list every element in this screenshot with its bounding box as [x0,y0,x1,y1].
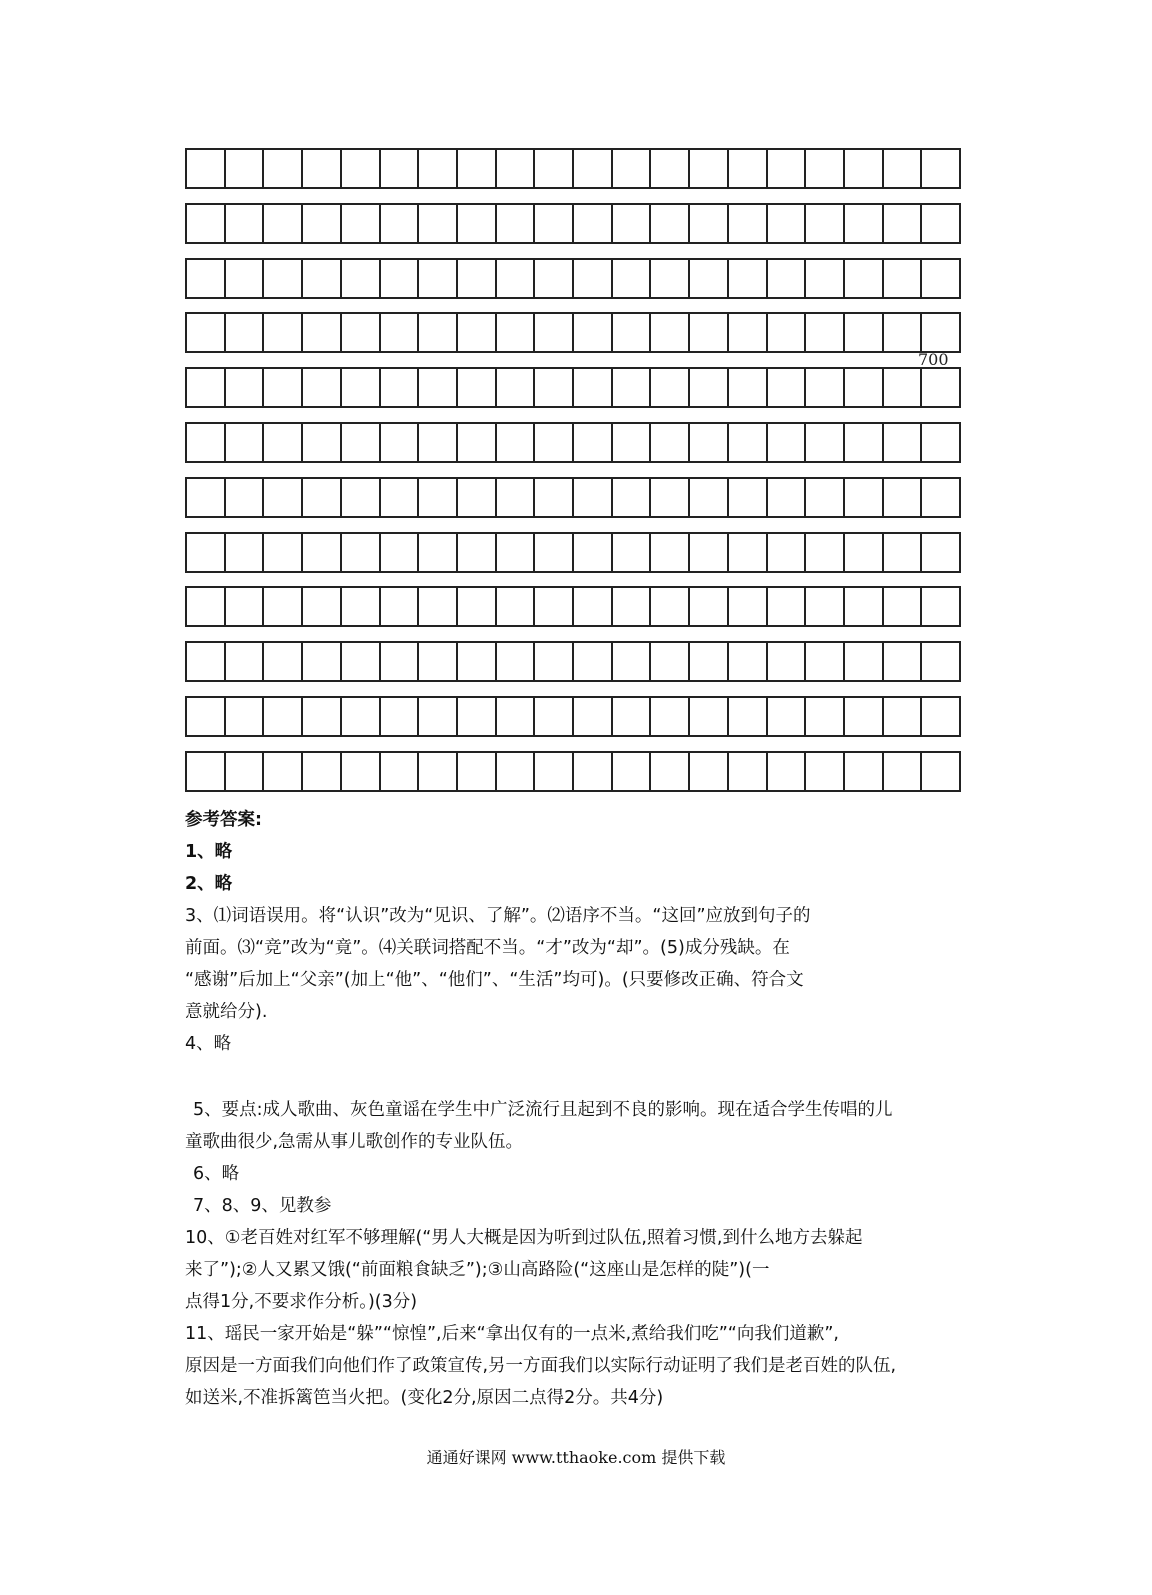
answer-11-line: 如送米,不准拆篱笆当火把。(变化2分,原因二点得2分。共4分) [185,1388,664,1408]
grid-cell [922,479,959,516]
grid-cell [574,205,613,242]
grid-cell [845,314,884,351]
word-count-mark: 700 [918,350,949,369]
grid-cell [574,643,613,680]
grid-cell [729,479,768,516]
grid-cell [535,260,574,297]
grid-cell [458,369,497,406]
grid-cell [303,260,342,297]
answer-1: 1、略 [185,842,233,862]
grid-cell [613,588,652,625]
grid-cell [922,150,959,187]
grid-cell [574,150,613,187]
grid-row [185,696,961,737]
answer-10-line: 点得1分,不要求作分析。)(3分) [185,1292,418,1312]
grid-cell [458,534,497,571]
grid-cell [806,479,845,516]
grid-cell [497,753,536,790]
grid-cell [303,698,342,735]
grid-cell [264,588,303,625]
grid-cell [729,314,768,351]
grid-cell [845,588,884,625]
grid-cell [419,479,458,516]
grid-cell [458,314,497,351]
grid-cell [690,150,729,187]
grid-cell [497,643,536,680]
grid-cell [845,205,884,242]
grid-cell [303,479,342,516]
grid-cell [535,698,574,735]
grid-cell [342,534,381,571]
answer-3-line: 3、⑴词语误用。将“认识”改为“见识、了解”。⑵语序不当。“这回”应放到句子的 [185,906,811,926]
grid-cell [690,424,729,461]
grid-cell [768,753,807,790]
grid-cell [729,588,768,625]
grid-cell [187,588,226,625]
answer-7-8-9: 7、8、9、见教参 [193,1196,332,1216]
grid-cell [419,150,458,187]
grid-cell [884,753,923,790]
grid-cell [264,205,303,242]
answer-10-line: 10、①老百姓对红军不够理解(“男人大概是因为听到过队伍,照着习惯,到什么地方去躲起 [185,1228,863,1248]
grid-cell [381,698,420,735]
grid-cell [497,698,536,735]
grid-cell [187,369,226,406]
grid-cell [226,260,265,297]
grid-cell [613,314,652,351]
grid-cell [187,479,226,516]
grid-cell [187,424,226,461]
grid-cell [806,314,845,351]
grid-row [185,532,961,573]
grid-cell [768,643,807,680]
grid-cell [651,534,690,571]
grid-cell [845,753,884,790]
grid-cell [768,534,807,571]
grid-row [185,148,961,189]
grid-cell [419,588,458,625]
grid-cell [806,643,845,680]
grid-cell [303,369,342,406]
grid-cell [535,479,574,516]
grid-row [185,641,961,682]
grid-cell [768,205,807,242]
grid-cell [729,424,768,461]
grid-cell [922,260,959,297]
grid-cell [690,643,729,680]
grid-cell [768,260,807,297]
grid-cell [303,314,342,351]
grid-cell [922,643,959,680]
grid-cell [381,314,420,351]
grid-cell [845,424,884,461]
grid-cell [419,205,458,242]
grid-cell [458,753,497,790]
grid-cell [613,753,652,790]
grid-cell [303,534,342,571]
grid-cell [884,150,923,187]
grid-cell [458,260,497,297]
grid-cell [381,205,420,242]
grid-cell [226,534,265,571]
grid-cell [458,643,497,680]
answer-11-line: 11、瑶民一家开始是“躲”“惊惶”,后来“拿出仅有的一点米,煮给我们吃”“向我们道歉”, [185,1324,839,1344]
grid-cell [613,424,652,461]
grid-cell [342,150,381,187]
grid-row [185,258,961,299]
grid-cell [535,643,574,680]
grid-cell [187,753,226,790]
grid-row [185,477,961,518]
grid-cell [884,698,923,735]
grid-cell [613,150,652,187]
grid-cell [535,369,574,406]
grid-cell [690,369,729,406]
grid-cell [535,534,574,571]
grid-cell [729,369,768,406]
grid-cell [342,643,381,680]
grid-cell [884,205,923,242]
grid-cell [264,643,303,680]
grid-cell [419,314,458,351]
grid-cell [768,588,807,625]
grid-cell [303,205,342,242]
grid-row [185,367,961,408]
grid-cell [922,369,959,406]
grid-cell [651,479,690,516]
grid-cell [381,424,420,461]
grid-cell [768,424,807,461]
grid-cell [535,588,574,625]
grid-cell [497,424,536,461]
grid-cell [381,534,420,571]
grid-cell [381,369,420,406]
grid-cell [381,753,420,790]
grid-cell [497,369,536,406]
grid-cell [768,314,807,351]
grid-cell [381,150,420,187]
grid-cell [342,588,381,625]
grid-cell [497,534,536,571]
grid-cell [884,260,923,297]
grid-cell [806,205,845,242]
grid-cell [497,479,536,516]
grid-cell [768,479,807,516]
grid-cell [419,260,458,297]
grid-cell [226,314,265,351]
composition-grid [185,148,961,806]
grid-cell [651,150,690,187]
grid-cell [884,534,923,571]
grid-cell [690,588,729,625]
grid-cell [264,260,303,297]
answer-11-line: 原因是一方面我们向他们作了政策宣传,另一方面我们以实际行动证明了我们是老百姓的队伍, [185,1356,897,1376]
grid-cell [226,205,265,242]
grid-cell [381,643,420,680]
grid-cell [342,698,381,735]
grid-cell [303,588,342,625]
answer-2: 2、略 [185,874,233,894]
grid-cell [264,698,303,735]
grid-cell [613,698,652,735]
grid-cell [381,479,420,516]
grid-cell [613,643,652,680]
grid-row [185,312,961,353]
grid-cell [690,314,729,351]
grid-cell [729,205,768,242]
grid-cell [535,424,574,461]
grid-cell [922,698,959,735]
grid-cell [884,479,923,516]
grid-cell [690,260,729,297]
grid-cell [574,698,613,735]
grid-cell [497,588,536,625]
grid-cell [303,643,342,680]
answer-3-line: 意就给分). [185,1002,268,1022]
grid-cell [729,753,768,790]
grid-cell [729,534,768,571]
grid-row [185,751,961,792]
grid-cell [806,753,845,790]
grid-cell [458,150,497,187]
grid-cell [768,698,807,735]
grid-cell [922,534,959,571]
grid-cell [264,479,303,516]
grid-cell [574,369,613,406]
answer-6: 6、略 [193,1164,240,1184]
grid-cell [342,753,381,790]
grid-cell [342,479,381,516]
grid-cell [342,205,381,242]
grid-cell [226,588,265,625]
grid-cell [651,314,690,351]
answer-heading: 参考答案: [185,810,262,830]
grid-cell [226,753,265,790]
grid-cell [497,260,536,297]
grid-cell [651,643,690,680]
grid-cell [226,698,265,735]
grid-cell [845,369,884,406]
grid-cell [729,260,768,297]
grid-cell [497,314,536,351]
grid-cell [845,698,884,735]
grid-cell [574,753,613,790]
grid-cell [651,588,690,625]
grid-cell [729,150,768,187]
grid-cell [845,260,884,297]
grid-cell [806,424,845,461]
grid-cell [806,369,845,406]
grid-cell [342,369,381,406]
grid-cell [690,479,729,516]
grid-cell [303,424,342,461]
grid-cell [226,369,265,406]
grid-cell [884,643,923,680]
grid-cell [806,588,845,625]
grid-cell [419,369,458,406]
grid-row [185,586,961,627]
grid-cell [226,479,265,516]
grid-cell [458,424,497,461]
grid-cell [574,260,613,297]
grid-cell [690,534,729,571]
grid-cell [806,150,845,187]
grid-cell [226,643,265,680]
grid-cell [381,260,420,297]
grid-cell [574,588,613,625]
grid-row [185,422,961,463]
grid-cell [535,753,574,790]
grid-cell [651,369,690,406]
grid-cell [574,314,613,351]
grid-cell [651,205,690,242]
grid-cell [651,698,690,735]
grid-cell [303,753,342,790]
grid-cell [574,534,613,571]
grid-cell [768,150,807,187]
grid-cell [613,369,652,406]
grid-cell [845,643,884,680]
answer-3-line: 前面。⑶“竞”改为“竟”。⑷关联词搭配不当。“才”改为“却”。(5)成分残缺。在 [185,938,790,958]
grid-cell [806,260,845,297]
grid-cell [381,588,420,625]
grid-cell [303,150,342,187]
grid-cell [884,369,923,406]
grid-cell [458,698,497,735]
grid-cell [651,753,690,790]
grid-cell [264,424,303,461]
grid-cell [535,205,574,242]
answer-3-line: “感谢”后加上“父亲”(加上“他”、“他们”、“生活”均可)。(只要修改正确、符合文 [185,970,804,990]
grid-cell [651,260,690,297]
grid-cell [884,314,923,351]
grid-cell [342,424,381,461]
grid-cell [574,479,613,516]
grid-cell [458,205,497,242]
grid-cell [226,150,265,187]
grid-cell [497,150,536,187]
grid-cell [613,205,652,242]
grid-cell [264,753,303,790]
grid-cell [535,150,574,187]
grid-cell [613,479,652,516]
answer-10-line: 来了”);②人又累又饿(“前面粮食缺乏”);③山高路险(“这座山是怎样的陡”)(一 [185,1260,770,1280]
grid-cell [806,534,845,571]
grid-cell [458,479,497,516]
grid-cell [419,534,458,571]
grid-cell [922,753,959,790]
grid-cell [187,150,226,187]
grid-cell [922,314,959,351]
grid-cell [922,205,959,242]
grid-cell [226,424,265,461]
grid-cell [187,260,226,297]
grid-cell [419,698,458,735]
grid-cell [497,205,536,242]
grid-cell [613,260,652,297]
grid-cell [884,424,923,461]
footer-source: 通通好课网 www.tthaoke.com 提供下载 [426,1448,726,1467]
grid-cell [187,205,226,242]
grid-cell [845,479,884,516]
grid-cell [187,643,226,680]
grid-cell [922,424,959,461]
grid-cell [651,424,690,461]
grid-cell [690,753,729,790]
grid-cell [264,369,303,406]
grid-cell [264,534,303,571]
grid-cell [187,314,226,351]
grid-cell [419,753,458,790]
grid-cell [458,588,497,625]
grid-cell [419,424,458,461]
grid-cell [187,534,226,571]
grid-cell [806,698,845,735]
grid-cell [690,698,729,735]
grid-cell [922,588,959,625]
grid-cell [845,150,884,187]
grid-cell [729,698,768,735]
grid-cell [574,424,613,461]
grid-cell [845,534,884,571]
grid-cell [187,698,226,735]
answer-5-line: 5、要点:成人歌曲、灰色童谣在学生中广泛流行且起到不良的影响。现在适合学生传唱的儿 [193,1100,893,1120]
grid-cell [613,534,652,571]
grid-cell [264,150,303,187]
answer-4: 4、略 [185,1034,232,1054]
grid-cell [768,369,807,406]
grid-cell [342,314,381,351]
grid-cell [690,205,729,242]
grid-cell [535,314,574,351]
grid-row [185,203,961,244]
grid-cell [342,260,381,297]
grid-cell [884,588,923,625]
answer-5-line: 童歌曲很少,急需从事儿歌创作的专业队伍。 [185,1132,524,1152]
grid-cell [264,314,303,351]
grid-cell [419,643,458,680]
grid-cell [729,643,768,680]
